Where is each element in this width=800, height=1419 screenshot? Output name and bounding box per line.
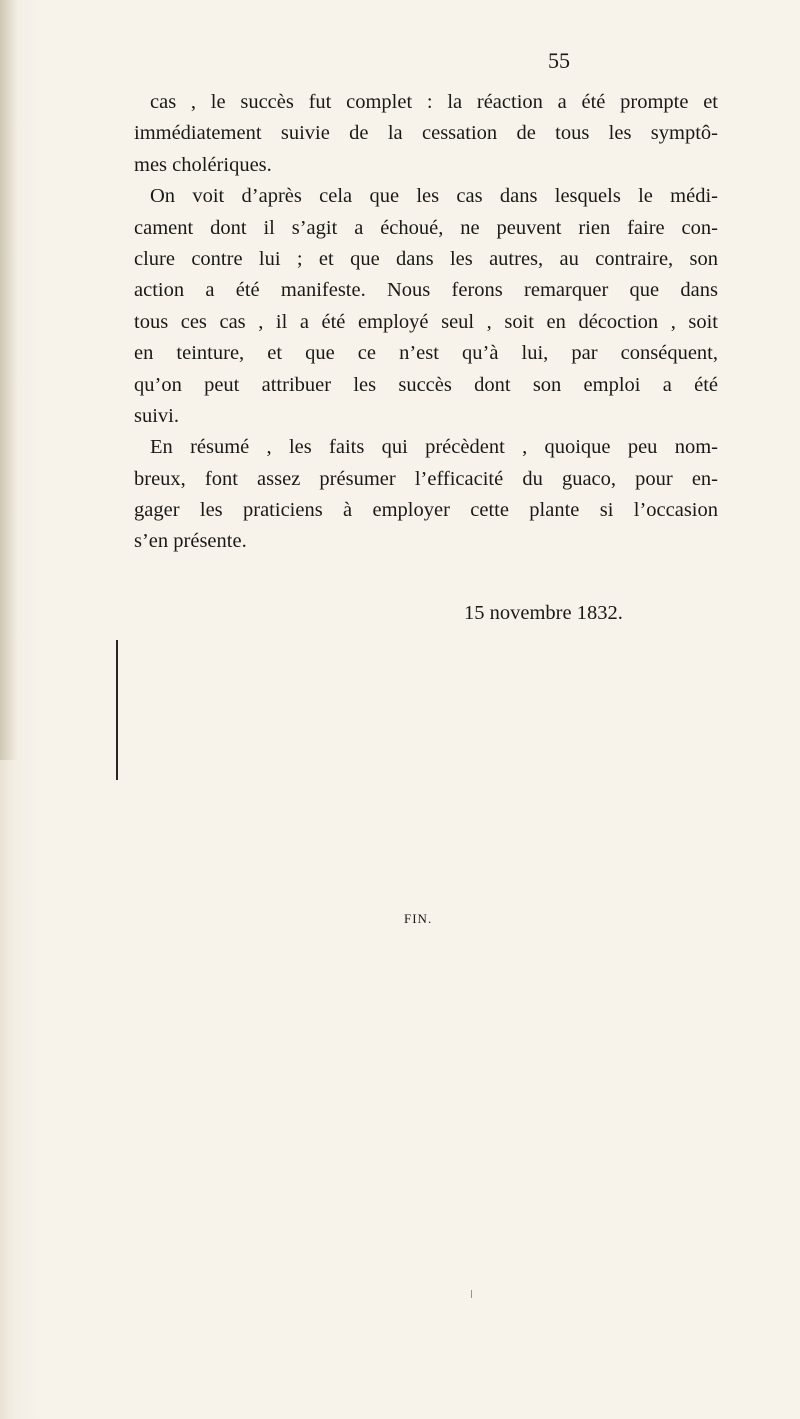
binding-shadow	[0, 0, 18, 760]
date-line: 15 novembre 1832.	[464, 602, 623, 624]
text-line: suivi.	[134, 404, 179, 427]
text-line: clure contre lui ; et que dans les autres, au contraire, son	[134, 247, 718, 270]
text-line: mes cholériques.	[134, 153, 272, 176]
page-number: 55	[548, 48, 570, 73]
text-line: tous ces cas , il a été employé seul , soit en décoction , soit	[134, 310, 718, 333]
margin-rule	[116, 640, 118, 780]
closing-fin: FIN.	[404, 911, 433, 926]
text-line: s’en présente.	[134, 530, 247, 553]
paper-speck	[471, 1290, 472, 1298]
text-line: cas , le succès fut complet : la réaction a été prompte et	[150, 91, 718, 113]
text-line: breux, font assez présumer l’efficacité du guaco, pour en-	[134, 467, 718, 490]
text-line: en teinture, et que ce n’est qu’à lui, par conséquent,	[134, 342, 718, 365]
text-line: action a été manifeste. Nous ferons remarquer que dans	[134, 279, 718, 302]
text-line: qu’on peut attribuer les succès dont son emploi a été	[134, 373, 718, 396]
text-line: En résumé , les faits qui précèdent , quoique peu nom-	[150, 436, 718, 459]
text-line: On voit d’après cela que les cas dans lesquels le médi-	[150, 185, 718, 208]
text-line: gager les praticiens à employer cette plante si l’occasion	[134, 499, 718, 522]
body-text	[134, 87, 718, 558]
text-line: immédiatement suivie de la cessation de tous les symptô-	[134, 122, 718, 145]
text-line: cament dont il s’agit a échoué, ne peuvent rien faire con-	[134, 216, 718, 239]
